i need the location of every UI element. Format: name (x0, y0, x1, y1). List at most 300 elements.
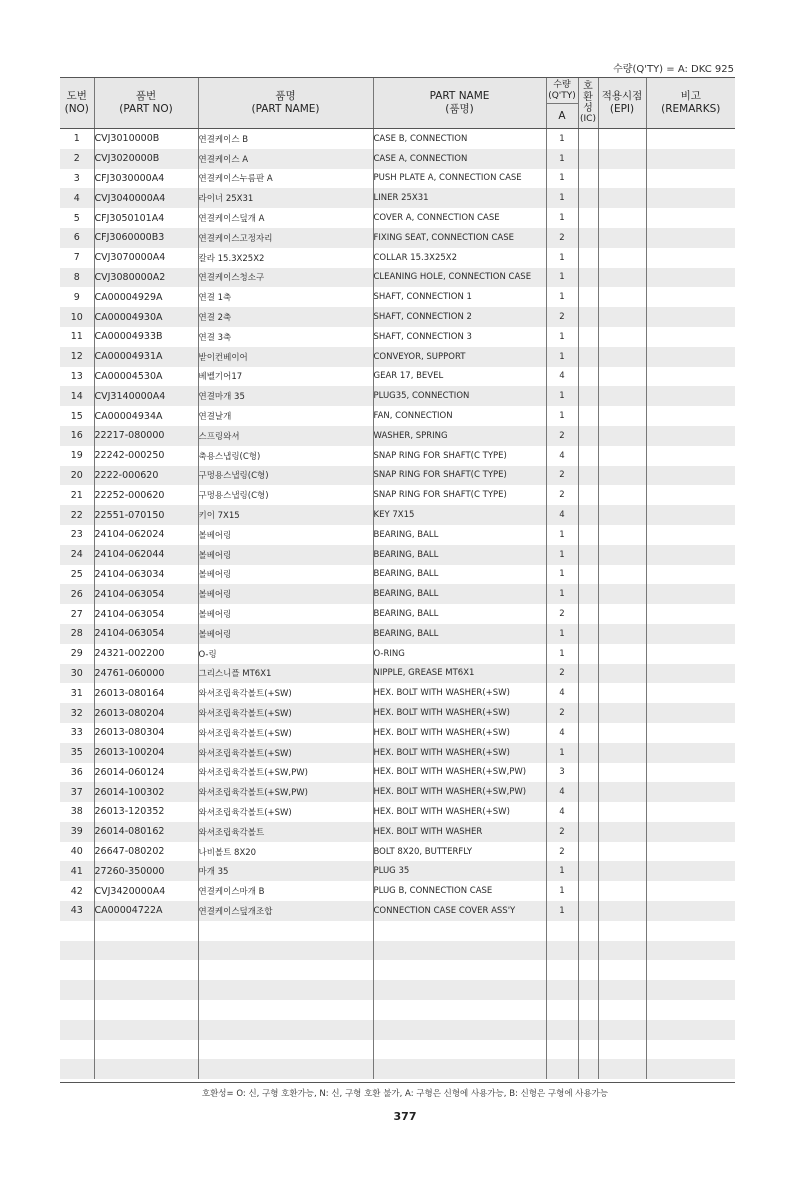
cell-epi (598, 644, 646, 664)
cell-part-no (94, 980, 198, 1000)
cell-part-name-en: COVER A, CONNECTION CASE (373, 208, 546, 228)
cell-remarks (646, 921, 735, 941)
cell-part-name-kr: 볼베어링 (198, 604, 373, 624)
cell-part-name-en (373, 1040, 546, 1060)
cell-epi (598, 347, 646, 367)
cell-qty (546, 1059, 578, 1079)
cell-ic (578, 307, 598, 327)
cell-no: 32 (60, 703, 94, 723)
cell-part-no: 24104-062024 (94, 525, 198, 545)
cell-part-name-kr: 베벨기어17 (198, 367, 373, 387)
cell-part-no: 24104-063054 (94, 604, 198, 624)
cell-no (60, 921, 94, 941)
cell-no: 12 (60, 347, 94, 367)
cell-part-no: CA00004929A (94, 287, 198, 307)
cell-ic (578, 743, 598, 763)
cell-no: 9 (73, 291, 80, 303)
cell-part-name-kr: 연결케이스청소구 (198, 268, 373, 288)
cell-no: 11 (70, 331, 83, 343)
cell-ic (578, 683, 598, 703)
cell-qty: 1 (546, 861, 578, 881)
cell-part-name-en: HEX. BOLT WITH WASHER(+SW) (373, 723, 546, 743)
cell-part-name-kr: 와셔조립육각볼트(+SW) (198, 703, 373, 723)
col-header-part-no-kr: 품번 (135, 90, 157, 102)
cell-part-name-kr: 연결케이스덮개조합 (198, 901, 373, 921)
cell-remarks (646, 347, 735, 367)
cell-part-name-kr: 구멍용스냅링(C형) (198, 485, 373, 505)
cell-part-name-kr: 와셔조립육각볼트(+SW,PW) (198, 763, 373, 783)
cell-no: 19 (70, 450, 83, 462)
cell-no: 22 (60, 505, 94, 525)
table-row (60, 525, 735, 545)
col-header-remarks (646, 78, 735, 129)
cell-part-name-en: NIPPLE, GREASE MT6X1 (373, 664, 546, 684)
cell-part-no: CA00004530A (94, 367, 198, 387)
cell-remarks (646, 604, 735, 624)
cell-epi (598, 1059, 646, 1079)
table-row (60, 921, 735, 941)
cell-part-no: 26014-060124 (94, 763, 198, 783)
cell-no: 35 (60, 743, 94, 763)
cell-part-name-en: CLEANING HOLE, CONNECTION CASE (373, 268, 546, 288)
cell-qty: 1 (546, 188, 578, 208)
cell-no: 3 (73, 172, 80, 184)
cell-part-no: 27260-350000 (94, 861, 198, 881)
cell-part-name-en (373, 1059, 546, 1079)
cell-remarks (646, 149, 735, 169)
table-row (60, 842, 735, 862)
cell-qty: 4 (546, 723, 578, 743)
cell-part-name-en (373, 1020, 546, 1040)
cell-ic (578, 406, 598, 426)
table-row (60, 624, 735, 644)
cell-epi (598, 485, 646, 505)
table-row (60, 802, 735, 822)
cell-part-no: CA00004930A (94, 307, 198, 327)
cell-part-name-en: GEAR 17, BEVEL (373, 367, 546, 387)
cell-epi (598, 683, 646, 703)
cell-epi (598, 169, 646, 189)
cell-ic (578, 881, 598, 901)
table-row (60, 287, 735, 307)
table-row (60, 723, 735, 743)
cell-no: 40 (70, 846, 83, 858)
col-header-remarks-kr: 비고 (680, 90, 701, 102)
cell-qty: 4 (546, 446, 578, 466)
cell-qty: 1 (546, 248, 578, 268)
cell-part-name-kr (198, 1000, 373, 1020)
cell-part-name-kr: 와셔조립육각볼트(+SW,PW) (198, 782, 373, 802)
compatibility-footnote: 호환성= O: 신, 구형 호환가능, N: 신, 구형 호환 불가, A: 구형은 신형에 사용가능, B: 신형은 구형에 사용가능 (201, 1089, 609, 1099)
cell-part-name-kr (198, 941, 373, 961)
col-header-qty (546, 78, 578, 129)
cell-remarks (646, 723, 735, 743)
cell-part-name-kr: 와셔조립육각볼트(+SW) (198, 683, 373, 703)
cell-part-name-kr: 와셔조립육각볼트(+SW) (198, 802, 373, 822)
cell-qty (546, 1040, 578, 1060)
cell-part-no: 26013-100204 (94, 743, 198, 763)
cell-part-no: 2222-000620 (94, 466, 198, 486)
cell-remarks (646, 565, 735, 585)
cell-ic (578, 287, 598, 307)
cell-part-no: CA00004933B (94, 327, 198, 347)
cell-ic (578, 703, 598, 723)
cell-no: 31 (70, 687, 83, 699)
cell-part-name-kr: 라이너 25X31 (198, 188, 373, 208)
table-row (60, 683, 735, 703)
cell-remarks (646, 822, 735, 842)
cell-part-name-en: SHAFT, CONNECTION 2 (373, 307, 546, 327)
cell-epi (598, 327, 646, 347)
cell-part-name-en: BEARING, BALL (373, 624, 546, 644)
cell-part-name-kr: 나비볼트 8X20 (198, 842, 373, 862)
cell-part-no: 24321-002200 (94, 644, 198, 664)
cell-part-no: 24761-060000 (94, 664, 198, 684)
cell-qty: 1 (546, 644, 578, 664)
cell-part-name-kr: 연결케이스 B (198, 129, 373, 149)
cell-ic (578, 1020, 598, 1040)
cell-ic (578, 1000, 598, 1020)
table-row (60, 861, 735, 881)
cell-qty: 1 (546, 287, 578, 307)
cell-ic (578, 861, 598, 881)
cell-epi (598, 743, 646, 763)
cell-no: 39 (60, 822, 94, 842)
cell-ic (578, 129, 598, 149)
cell-ic (578, 367, 598, 387)
cell-epi (598, 1020, 646, 1040)
col-header-epi-en: (EPI) (609, 103, 635, 115)
cell-remarks (646, 367, 735, 387)
col-header-no-kr: 도번 (66, 90, 87, 102)
table-row (60, 960, 735, 980)
cell-epi (598, 842, 646, 862)
cell-qty: 1 (546, 545, 578, 565)
qty-legend-note: 수량(Q'TY) = A: DKC 925 (613, 64, 734, 75)
cell-part-name-en: CONVEYOR, SUPPORT (373, 347, 546, 367)
col-header-qty-en: (Q'TY) (548, 91, 576, 101)
cell-epi (598, 287, 646, 307)
cell-ic (578, 782, 598, 802)
cell-part-name-kr: 연결케이스덮개 A (198, 208, 373, 228)
cell-part-name-kr (198, 1040, 373, 1060)
cell-part-no: 26013-120352 (94, 802, 198, 822)
cell-part-name-en (373, 960, 546, 980)
table-row (60, 1059, 735, 1079)
cell-no: 6 (60, 228, 94, 248)
cell-no: 13 (70, 370, 83, 382)
cell-part-name-kr: 볼베어링 (198, 565, 373, 585)
cell-no: 42 (70, 885, 83, 897)
cell-qty: 4 (546, 505, 578, 525)
cell-remarks (646, 644, 735, 664)
cell-ic (578, 901, 598, 921)
col-header-no-en: (NO) (64, 103, 89, 115)
cell-part-name-en (373, 1000, 546, 1020)
cell-part-name-kr: 키이 7X15 (198, 505, 373, 525)
cell-qty: 1 (546, 525, 578, 545)
cell-remarks (646, 188, 735, 208)
table-row (60, 208, 735, 228)
table-row (60, 1000, 735, 1020)
cell-part-no: 22242-000250 (94, 446, 198, 466)
cell-part-name-en: SNAP RING FOR SHAFT(C TYPE) (373, 466, 546, 486)
table-row (60, 941, 735, 961)
cell-no (60, 941, 94, 961)
cell-qty: 1 (546, 624, 578, 644)
cell-remarks (646, 1020, 735, 1040)
cell-epi (598, 960, 646, 980)
cell-part-name-en: SHAFT, CONNECTION 1 (373, 287, 546, 307)
cell-remarks (646, 287, 735, 307)
table-row (60, 367, 735, 387)
table-row (60, 149, 735, 169)
cell-ic (578, 1059, 598, 1079)
cell-part-name-kr: 볼베어링 (198, 584, 373, 604)
cell-part-name-kr: 연결 3축 (198, 327, 373, 347)
cell-epi (598, 624, 646, 644)
table-row (60, 446, 735, 466)
cell-remarks (646, 307, 735, 327)
cell-part-name-kr (198, 1059, 373, 1079)
cell-part-name-kr (198, 1020, 373, 1040)
cell-part-no: CA00004931A (94, 347, 198, 367)
cell-no: 36 (70, 766, 83, 778)
table-header-row (60, 78, 735, 129)
page-number: 377 (393, 1110, 417, 1123)
table-row (60, 1040, 735, 1060)
cell-part-no: CVJ3040000A4 (94, 188, 198, 208)
cell-no: 7 (73, 252, 80, 264)
cell-part-name-en: PLUG35, CONNECTION (373, 386, 546, 406)
cell-part-name-kr (198, 980, 373, 1000)
cell-ic (578, 584, 598, 604)
cell-ic (578, 228, 598, 248)
cell-remarks (646, 664, 735, 684)
cell-remarks (646, 248, 735, 268)
table-row (60, 1020, 735, 1040)
cell-epi (598, 525, 646, 545)
cell-part-no: 24104-063034 (94, 565, 198, 585)
cell-part-name-en: BEARING, BALL (373, 584, 546, 604)
cell-part-name-kr: 연결날개 (198, 406, 373, 426)
cell-part-no: 26013-080164 (94, 683, 198, 703)
cell-ic (578, 842, 598, 862)
cell-remarks (646, 960, 735, 980)
cell-part-name-kr: 연결케이스마개 B (198, 881, 373, 901)
cell-qty: 1 (546, 169, 578, 189)
cell-no: 24 (60, 545, 94, 565)
cell-part-name-en: SNAP RING FOR SHAFT(C TYPE) (373, 485, 546, 505)
parts-table-frame (60, 77, 735, 1083)
cell-remarks (646, 703, 735, 723)
cell-part-no: 22551-070150 (94, 505, 198, 525)
cell-part-no: 26013-080304 (94, 723, 198, 743)
cell-part-name-en: PUSH PLATE A, CONNECTION CASE (373, 169, 546, 189)
table-row (60, 505, 735, 525)
cell-ic (578, 723, 598, 743)
cell-remarks (646, 624, 735, 644)
cell-part-name-kr: 볼베어링 (198, 545, 373, 565)
col-header-part-name-kr (198, 78, 373, 129)
cell-qty (546, 1000, 578, 1020)
cell-qty: 2 (546, 228, 578, 248)
table-row (60, 644, 735, 664)
cell-epi (598, 307, 646, 327)
table-row (60, 466, 735, 486)
cell-part-no: CFJ3060000B3 (94, 228, 198, 248)
cell-remarks (646, 169, 735, 189)
cell-qty: 4 (546, 367, 578, 387)
cell-part-name-kr: 연결케이스누름판 A (198, 169, 373, 189)
table-row (60, 228, 735, 248)
cell-part-name-en: HEX. BOLT WITH WASHER (373, 822, 546, 842)
cell-qty: 2 (546, 426, 578, 446)
cell-epi (598, 228, 646, 248)
cell-part-name-kr: 칼라 15.3X25X2 (198, 248, 373, 268)
cell-part-name-en: BOLT 8X20, BUTTERFLY (373, 842, 546, 862)
cell-remarks (646, 901, 735, 921)
table-row (60, 347, 735, 367)
col-header-qty-a: A (558, 110, 566, 122)
cell-part-name-en: HEX. BOLT WITH WASHER(+SW) (373, 743, 546, 763)
cell-epi (598, 367, 646, 387)
cell-no: 27 (70, 608, 83, 620)
cell-epi (598, 1040, 646, 1060)
cell-part-no: 26647-080202 (94, 842, 198, 862)
col-header-ename-en: PART NAME (429, 90, 490, 102)
cell-part-no: CFJ3030000A4 (94, 169, 198, 189)
cell-qty (546, 960, 578, 980)
cell-epi (598, 901, 646, 921)
cell-epi (598, 268, 646, 288)
cell-epi (598, 881, 646, 901)
cell-ic (578, 822, 598, 842)
cell-qty: 2 (546, 664, 578, 684)
cell-epi (598, 782, 646, 802)
cell-no (60, 960, 94, 980)
cell-no: 15 (70, 410, 83, 422)
cell-no (60, 1059, 94, 1079)
cell-epi (598, 861, 646, 881)
cell-no: 5 (73, 212, 80, 224)
cell-no (60, 1020, 94, 1040)
cell-ic (578, 802, 598, 822)
cell-qty (546, 980, 578, 1000)
cell-ic (578, 604, 598, 624)
cell-no: 26 (60, 584, 94, 604)
cell-part-name-kr (198, 960, 373, 980)
cell-remarks (646, 485, 735, 505)
col-header-qty-kr: 수량 (553, 80, 571, 90)
cell-no: 10 (60, 307, 94, 327)
cell-epi (598, 466, 646, 486)
cell-qty: 4 (546, 802, 578, 822)
col-header-ic (578, 78, 598, 129)
cell-qty: 1 (546, 881, 578, 901)
cell-qty: 1 (546, 406, 578, 426)
cell-epi (598, 565, 646, 585)
cell-part-no: 24104-063054 (94, 624, 198, 644)
table-row (60, 485, 735, 505)
cell-remarks (646, 446, 735, 466)
cell-ic (578, 960, 598, 980)
cell-ic (578, 664, 598, 684)
table-row (60, 129, 735, 149)
cell-part-name-kr (198, 921, 373, 941)
cell-part-no: 26013-080204 (94, 703, 198, 723)
table-row (60, 901, 735, 921)
cell-remarks (646, 268, 735, 288)
cell-part-name-en: PLUG B, CONNECTION CASE (373, 881, 546, 901)
cell-no (60, 980, 94, 1000)
cell-no: 25 (70, 568, 83, 580)
cell-remarks (646, 881, 735, 901)
table-row (60, 584, 735, 604)
cell-epi (598, 426, 646, 446)
cell-part-name-en: FIXING SEAT, CONNECTION CASE (373, 228, 546, 248)
cell-remarks (646, 941, 735, 961)
cell-epi (598, 822, 646, 842)
cell-no: 8 (60, 268, 94, 288)
cell-part-no: CVJ3070000A4 (94, 248, 198, 268)
cell-part-no: CVJ3020000B (94, 149, 198, 169)
col-header-part-no-en: (PART NO) (119, 103, 173, 115)
cell-epi (598, 1000, 646, 1020)
cell-part-name-kr: O-링 (198, 644, 373, 664)
cell-part-name-kr: 와셔조립육각볼트 (198, 822, 373, 842)
table-row (60, 822, 735, 842)
cell-qty: 2 (546, 604, 578, 624)
cell-epi (598, 129, 646, 149)
cell-epi (598, 386, 646, 406)
cell-part-name-en: BEARING, BALL (373, 525, 546, 545)
table-row (60, 248, 735, 268)
cell-remarks (646, 782, 735, 802)
parts-table-body (60, 129, 735, 1080)
table-row (60, 545, 735, 565)
cell-part-name-en: CASE A, CONNECTION (373, 149, 546, 169)
cell-remarks (646, 505, 735, 525)
cell-part-name-kr: 구멍용스냅링(C형) (198, 466, 373, 486)
cell-qty: 2 (546, 703, 578, 723)
cell-ic (578, 565, 598, 585)
table-row (60, 426, 735, 446)
cell-epi (598, 248, 646, 268)
cell-qty: 1 (546, 327, 578, 347)
cell-epi (598, 406, 646, 426)
cell-ic (578, 327, 598, 347)
cell-qty (546, 941, 578, 961)
col-header-epi (598, 78, 646, 129)
cell-remarks (646, 228, 735, 248)
cell-part-name-en: HEX. BOLT WITH WASHER(+SW) (373, 802, 546, 822)
parts-table (60, 78, 735, 1079)
cell-no: 4 (60, 188, 94, 208)
cell-part-no (94, 960, 198, 980)
cell-part-name-en: SHAFT, CONNECTION 3 (373, 327, 546, 347)
table-row (60, 881, 735, 901)
col-header-ic-en: (IC) (580, 114, 596, 124)
table-row (60, 406, 735, 426)
cell-qty: 2 (546, 842, 578, 862)
cell-no: 41 (60, 861, 94, 881)
cell-part-name-en: BEARING, BALL (373, 565, 546, 585)
cell-remarks (646, 466, 735, 486)
cell-no: 37 (60, 782, 94, 802)
cell-qty: 1 (546, 208, 578, 228)
cell-remarks (646, 545, 735, 565)
